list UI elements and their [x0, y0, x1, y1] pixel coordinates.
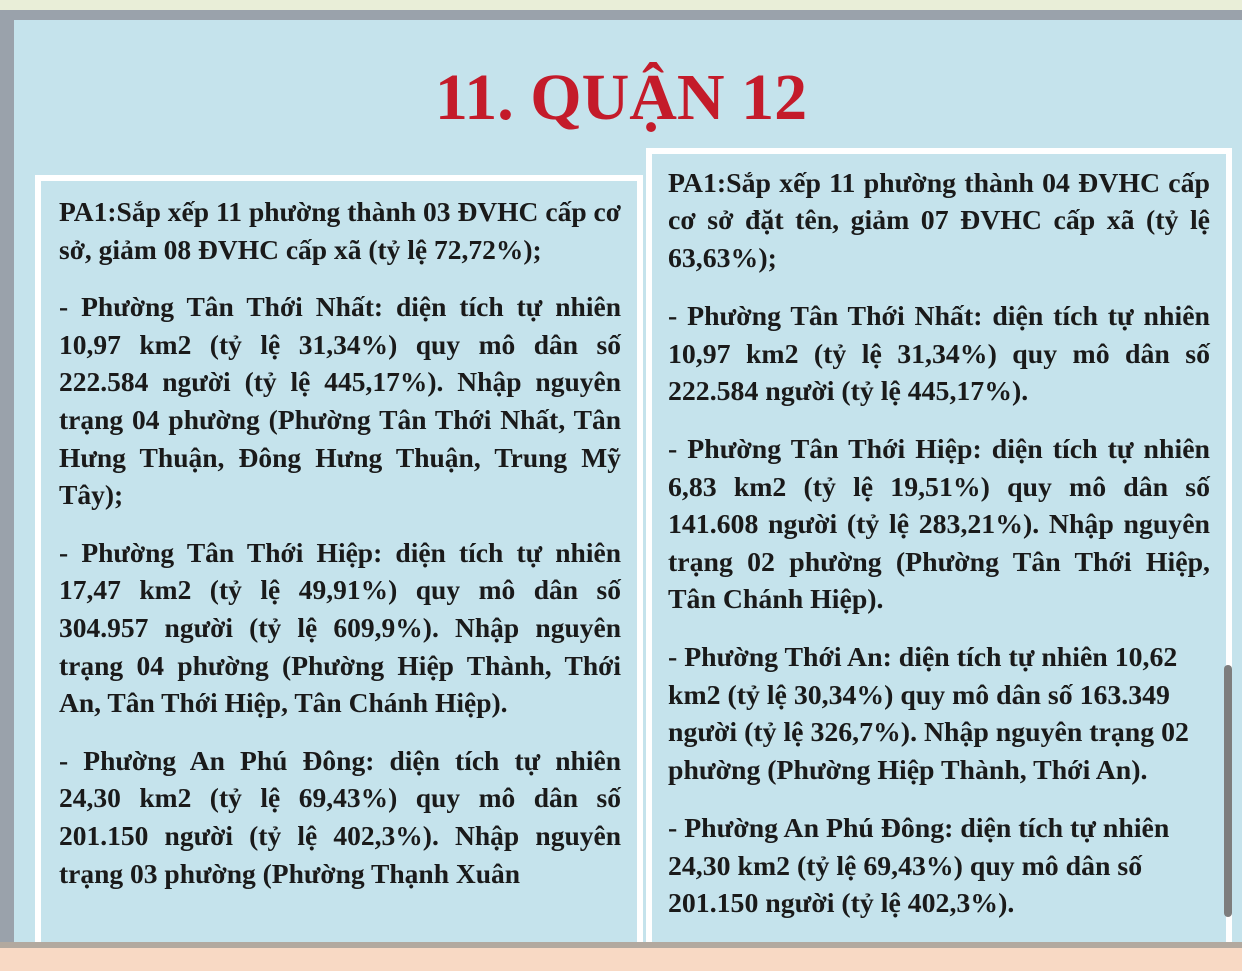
right-option-item: - Phường An Phú Đông: diện tích tự nhiên 24,30 km2 (tỷ lệ 69,43%) quy mô dân số 201.150 người (tỷ lệ 402,3%). [668, 813, 1170, 919]
bottom-border-line [0, 942, 1242, 948]
left-option-intro: PA1:Sắp xếp 11 phường thành 03 ĐVHC cấp cơ sở, giảm 08 ĐVHC cấp xã (tỷ lệ 72,72%); [59, 196, 621, 265]
right-option-intro: PA1:Sắp xếp 11 phường thành 04 ĐVHC cấp cơ sở đặt tên, giảm 07 ĐVHC cấp xã (tỷ lệ 63,63%); [668, 168, 1210, 274]
right-option-item: - Phường Thới An: diện tích tự nhiên 10,62 km2 (tỷ lệ 30,34%) quy mô dân số 163.349 người (tỷ lệ 326,7%). Nhập nguyên trạng 02 phường (Phường Hiệp Thành, Thới An). [668, 642, 1189, 786]
right-option-item: - Phường Tân Thới Nhất: diện tích tự nhiên 10,97 km2 (tỷ lệ 31,34%) quy mô dân số 222.584 người (tỷ lệ 445,17%). [668, 301, 1210, 408]
right-option-item: - Phường Tân Thới Hiệp: diện tích tự nhiên 6,83 km2 (tỷ lệ 19,51%) quy mô dân số 141.608 người (tỷ lệ 283,21%). Nhập nguyên trạng 02 phường (Phường Tân Thới Hiệp, Tân Chánh Hiệp). [668, 434, 1210, 616]
left-option-item: - Phường Tân Thới Hiệp: diện tích tự nhiên 17,47 km2 (tỷ lệ 49,91%) quy mô dân số 304.957 người (tỷ lệ 609,9%). Nhập nguyên trạng 04 phường (Phường Hiệp Thành, Thới An, Tân Thới Hiệp, Tân Chánh Hiệp). [59, 536, 621, 719]
right-option-panel [646, 148, 1232, 958]
top-border-band [0, 10, 1242, 20]
left-option-panel [35, 175, 643, 955]
left-border-band [0, 10, 14, 971]
left-option-item: - Phường Tân Thới Nhất: diện tích tự nhiên 10,97 km2 (tỷ lệ 31,34%) quy mô dân số 222.584 người (tỷ lệ 445,17%). Nhập nguyên trạng 04 phường (Phường Tân Thới Nhất, Tân Hưng Thuận, Đông Hưng Thuận, Trung Mỹ Tây); [59, 291, 621, 511]
left-option-item: - Phường An Phú Đông: diện tích tự nhiên 24,30 km2 (tỷ lệ 69,43%) quy mô dân số 201.150 người (tỷ lệ 402,3%). Nhập nguyên trạng 03 phường (Phường Thạnh Xuân [59, 744, 621, 889]
top-strip [0, 0, 1242, 10]
vertical-scrollbar[interactable] [1224, 665, 1232, 917]
page-title: 11. QUẬN 12 [434, 61, 808, 134]
